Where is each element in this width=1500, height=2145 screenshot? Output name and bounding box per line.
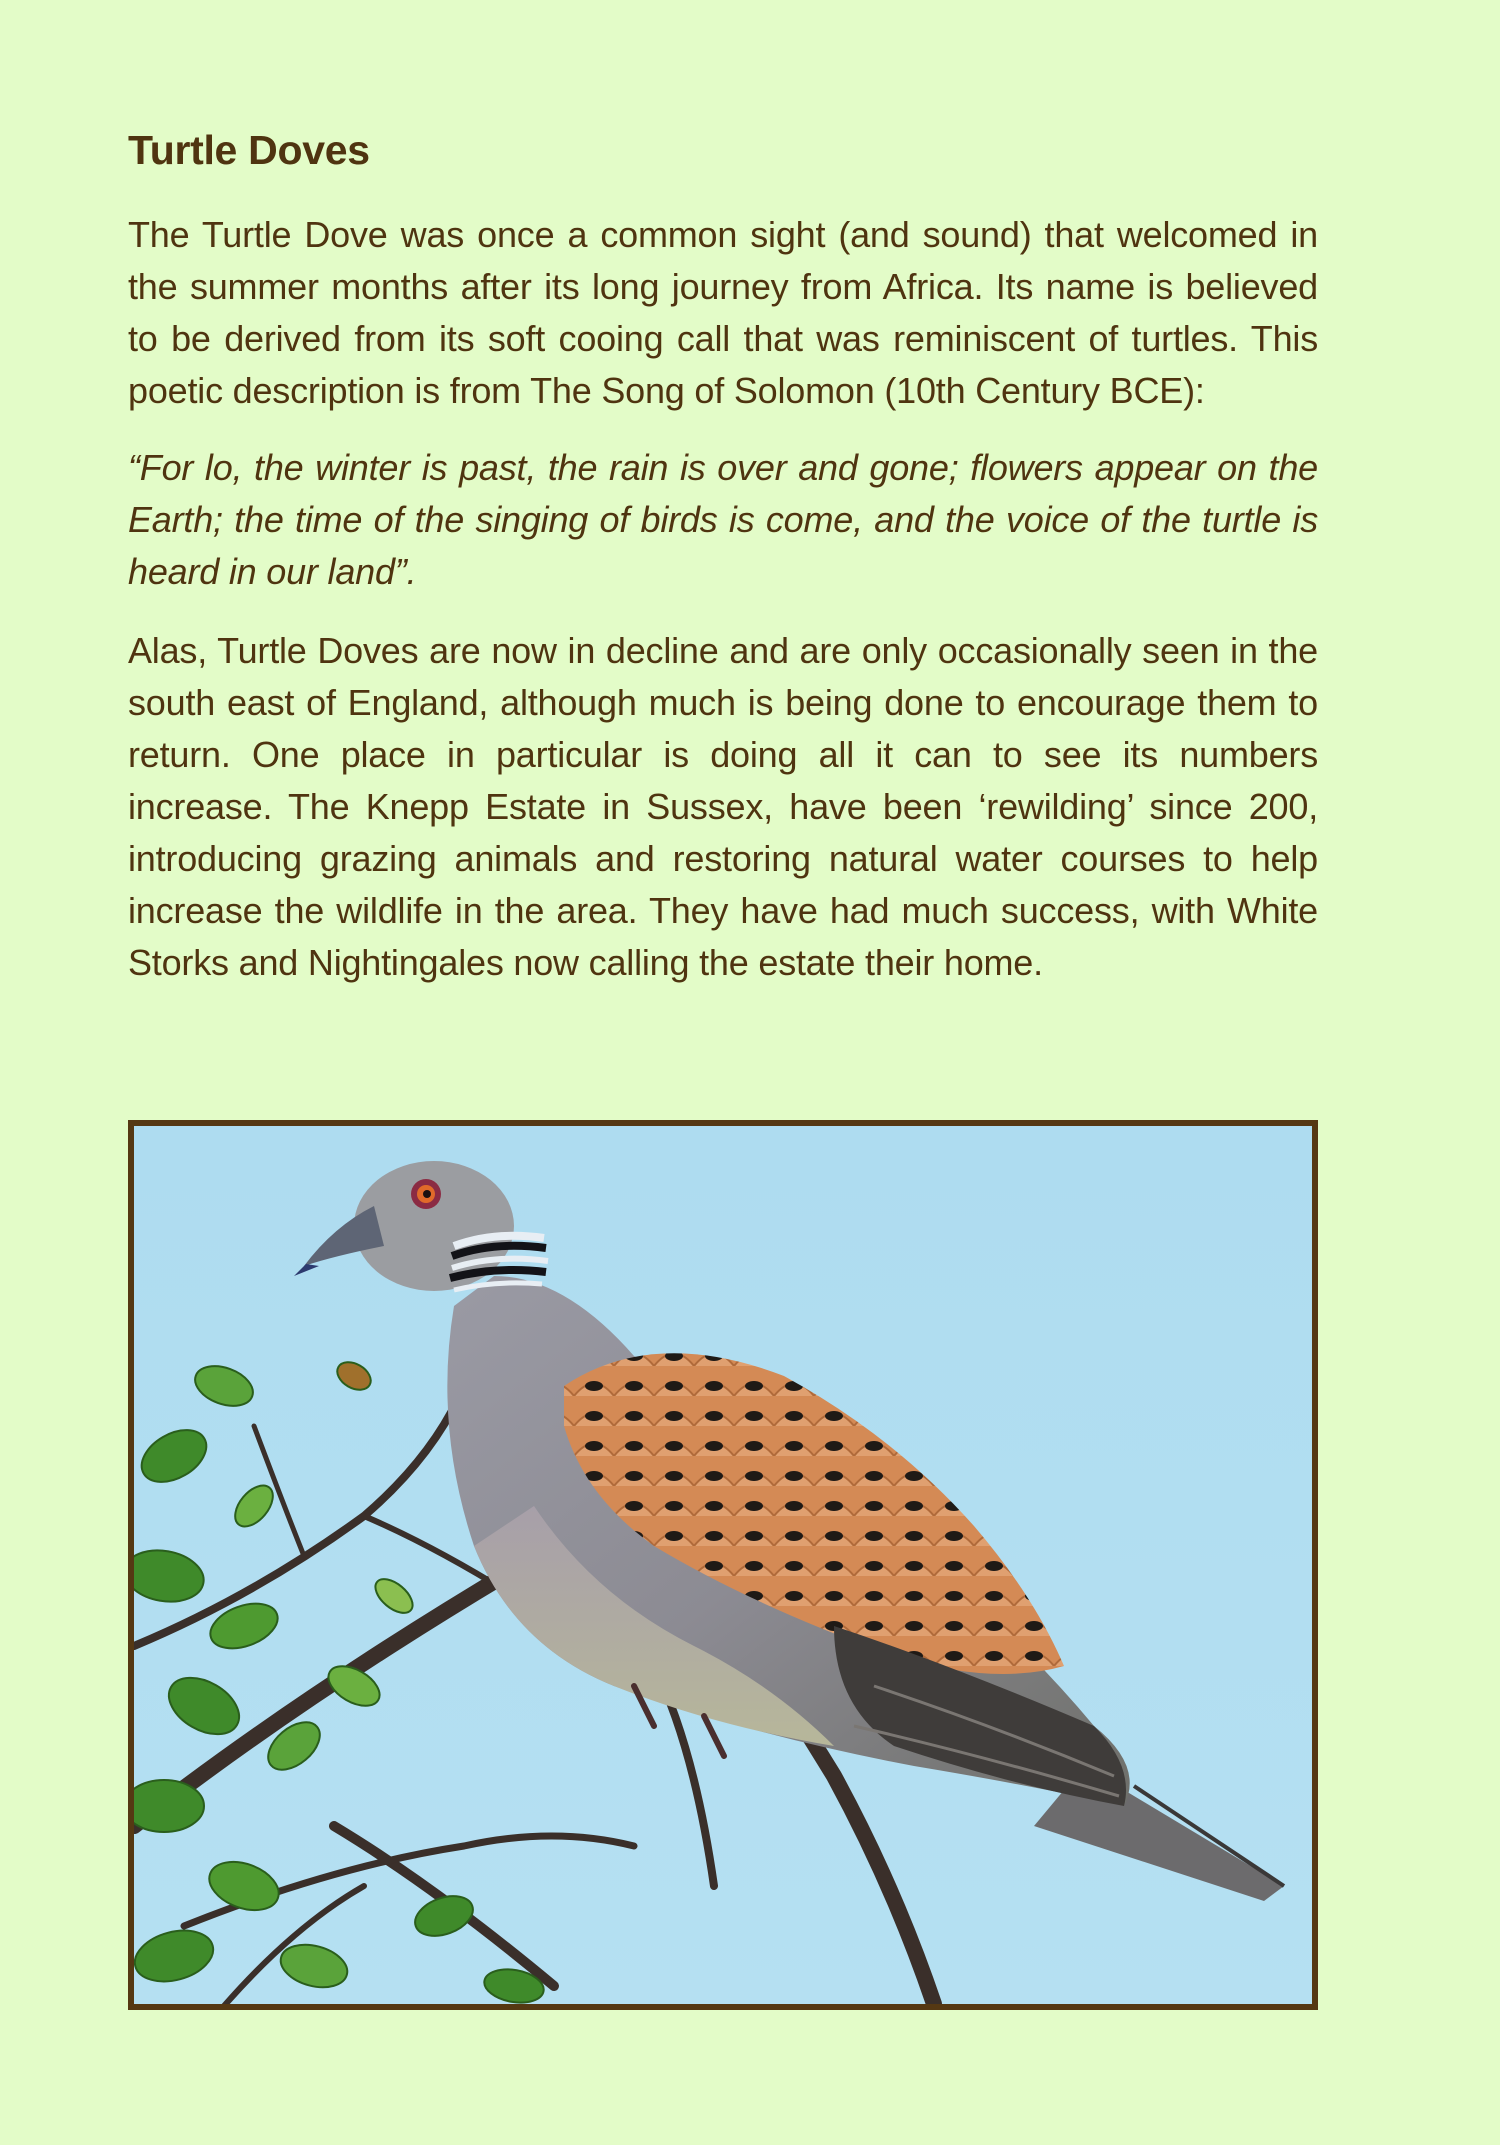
- page-title: Turtle Doves: [128, 127, 370, 173]
- turtle-dove-photo-icon: [134, 1126, 1312, 2004]
- intro-paragraph: The Turtle Dove was once a common sight (and sound) that welcomed in the summer months after its long journey from Africa. Its name is believed to be derived from its soft cooing call that was reminiscent of turtles. This poetic description is from The Song of Solomon (10th Century BCE):: [128, 214, 1318, 411]
- turtle-dove-photo: [128, 1120, 1318, 2010]
- song-of-solomon-quote: “For lo, the winter is past, the rain is over and gone; flowers appear on the Earth; the time of the singing of birds is come, and the voice of the turtle is heard in our land”.: [128, 447, 1318, 592]
- decline-paragraph: Alas, Turtle Doves are now in decline and are only occasionally seen in the south east of England, although much is being done to encourage them to return. One place in particular is doing all it can to see its numbers increase. The Knepp Estate in Sussex, have been ‘rewilding’ since 200, introducing grazing animals and restoring natural water courses to help increase the wildlife in the area. They have had much success, with White Storks and Nightingales now calling the estate their home.: [128, 630, 1318, 983]
- article: [128, 120, 1318, 989]
